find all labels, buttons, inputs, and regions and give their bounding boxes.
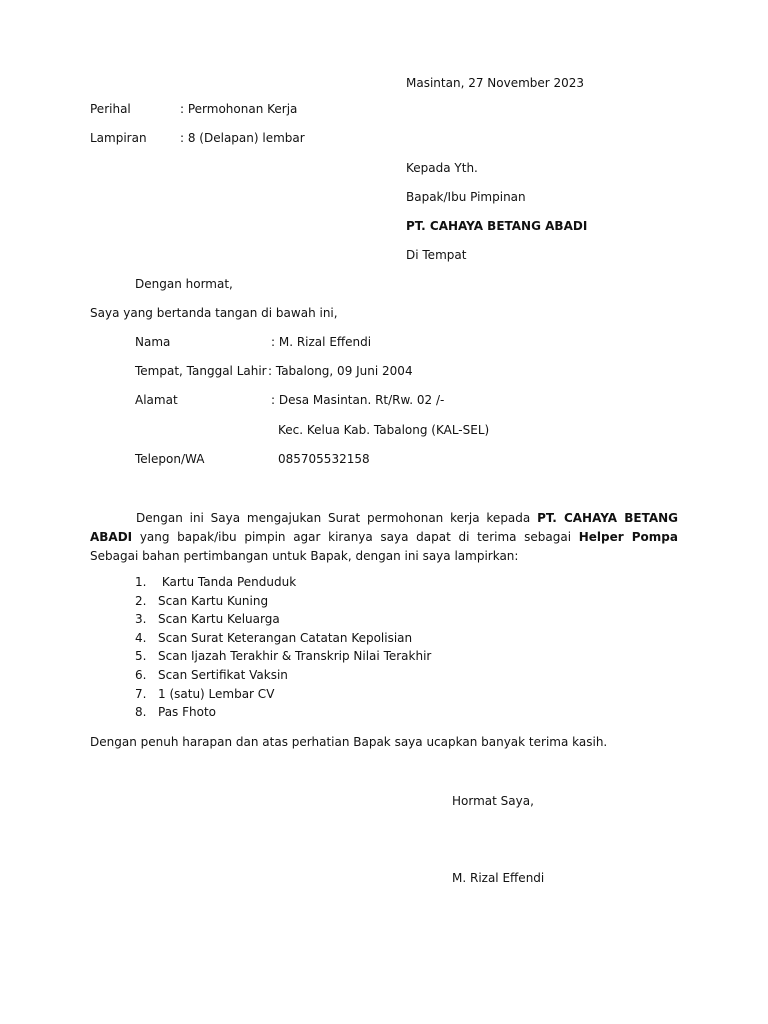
list-text: Scan Kartu Kuning (158, 593, 269, 608)
birth-label: Tempat, Tanggal Lahir (135, 364, 267, 378)
perihal-label: Perihal (90, 102, 131, 116)
name-value: : M. Rizal Effendi (271, 335, 372, 349)
list-text: 1 (satu) Lembar CV (158, 686, 275, 701)
address-value: : Desa Masintan. Rt/Rw. 02 /- (271, 393, 445, 407)
lampiran-label: Lampiran (90, 131, 147, 145)
date-line: Masintan, 27 November 2023 (406, 76, 585, 90)
closing-text: Dengan penuh harapan dan atas perhatian Bapak saya ucapkan banyak terima kasih. (90, 735, 608, 749)
list-text: Kartu Tanda Penduduk (158, 575, 297, 589)
salutation: Dengan hormat, (135, 277, 233, 291)
body-part3: Sebagai bahan pertimbangan untuk Bapak, dengan ini saya lampirkan: (90, 549, 519, 563)
list-number: 5. (135, 649, 147, 664)
list-number: 2. (135, 593, 147, 608)
list-item (135, 705, 431, 724)
list-number: 3. (135, 612, 147, 627)
body-part2: yang bapak/ibu pimpin agar kiranya saya dapat di terima sebagai (139, 530, 572, 544)
list-item (135, 687, 431, 706)
list-item (135, 612, 431, 631)
signature-name: M. Rizal Effendi (452, 871, 545, 885)
list-item (135, 668, 431, 687)
lampiran-value: : 8 (Delapan) lembar (180, 131, 305, 145)
body-part1: Dengan ini Saya mengajukan Surat permohonan kerja kepada (136, 511, 531, 525)
list-number: 8. (135, 705, 147, 720)
recipient-title: Bapak/Ibu Pimpinan (406, 190, 526, 204)
phone-label: Telepon/WA (135, 452, 205, 466)
address-line2: Kec. Kelua Kab. Tabalong (KAL-SEL) (278, 423, 490, 437)
name-label: Nama (135, 335, 171, 349)
list-text: Scan Sertifikat Vaksin (158, 667, 288, 682)
list-item (135, 594, 431, 613)
list-number: 7. (135, 686, 147, 701)
list-item (135, 631, 431, 650)
perihal-value: : Permohonan Kerja (180, 102, 298, 116)
list-text: Pas Fhoto (158, 705, 217, 720)
list-number: 6. (135, 667, 147, 682)
signoff: Hormat Saya, (452, 794, 534, 808)
list-text: Scan Ijazah Terakhir & Transkrip Nilai Terakhir (158, 649, 432, 664)
body-company: PT. CAHAYA BETANG ABADI (90, 511, 679, 544)
phone-value: 085705532158 (278, 452, 370, 466)
list-number: 4. (135, 630, 147, 645)
body-position: Helper Pompa (578, 530, 678, 544)
body-paragraph (90, 509, 678, 566)
list-text: Scan Surat Keterangan Catatan Kepolisian (158, 630, 413, 645)
address-label: Alamat (135, 393, 178, 407)
list-number: 1. (135, 575, 147, 589)
list-item (135, 575, 431, 594)
intro-text: Saya yang bertanda tangan di bawah ini, (90, 306, 338, 320)
birth-value: : Tabalong, 09 Juni 2004 (268, 364, 413, 378)
recipient-greeting: Kepada Yth. (406, 161, 478, 175)
attachment-list (135, 575, 431, 724)
list-text: Scan Kartu Keluarga (158, 612, 280, 627)
list-item (135, 649, 431, 668)
recipient-company: PT. CAHAYA BETANG ABADI (406, 219, 588, 233)
recipient-place: Di Tempat (406, 248, 467, 262)
